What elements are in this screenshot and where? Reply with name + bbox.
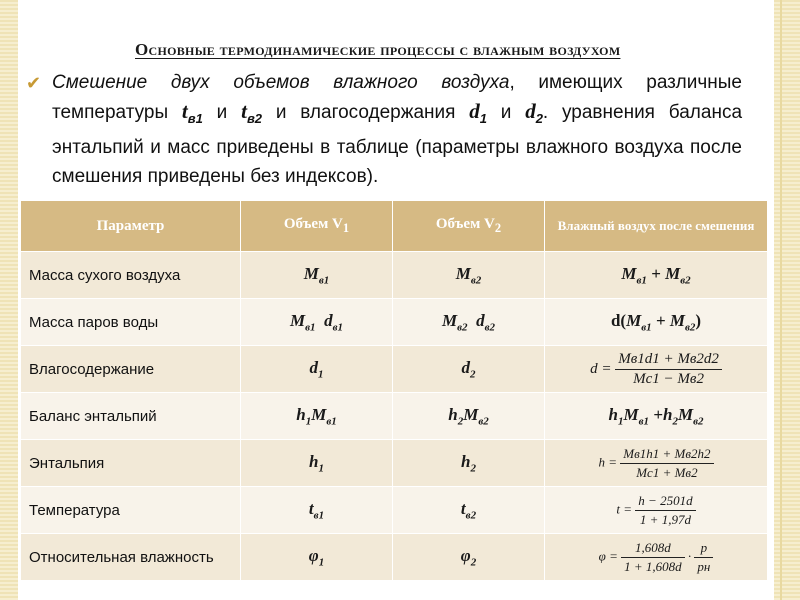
cell-mixed-formula: t = $\frac{h - 2501d}{1 + 1,97d}$ [545,487,768,534]
header-volume-2: Объем $V_2$ [393,201,545,252]
cell-volume-2: $t_{в2}$ [393,487,545,534]
cell-volume-1: $h_1М_{в1}$ [241,393,393,440]
row-label: Влагосодержание [21,346,241,393]
mixing-parameters-table [20,200,768,581]
right-decorative-border [774,0,800,600]
table-header-row [21,201,768,252]
row-label: Энтальпия [21,440,241,487]
slide [18,0,774,600]
table-row [21,346,768,393]
cell-mixed-formula: h = $\frac{Mв1h1 + Mв2h2}{Mс1 + Mв2}$ [545,440,768,487]
cell-volume-1: $d_1$ [241,346,393,393]
row-label: Масса паров воды [21,299,241,346]
cell-volume-1: $t_{в1}$ [241,487,393,534]
cell-mixed-formula: φ = $\frac{1,608d}{1 + 1,608d}$ · $\frac{p}{pн}$ [545,534,768,581]
cell-volume-1: $М_{в1}$ [241,252,393,299]
intro-paragraph: Смешение двух объемов влажного воздуха, имеющих различные температуры $t_{в1}$ и $t_{в2}$ и влагосодержания $d_1$ и $d_2$. уравнения баланса энтальпий и масс приведены в таблице (параметры влажного воздуха после смешения приведены без индексов). [52,72,743,187]
cell-mixed: $h_1М_{в1} +h_2М_{в2}$ [545,393,768,440]
row-label: Масса сухого воздуха [21,252,241,299]
check-mark-icon: ✔ [26,73,42,94]
cell-volume-2: $h_2$ [393,440,545,487]
cell-mixed: $М_{в1} + М_{в2}$ [545,252,768,299]
cell-volume-2: $М_{в2}$ $d_{в2}$ [393,299,545,346]
table-row [21,252,768,299]
table-row [21,440,768,487]
cell-volume-2: $\varphi_2$ [393,534,545,581]
cell-mixed-formula: d = $\frac{Mв1d1 + Mв2d2}{Mс1 - Mв2}$ [545,346,768,393]
table-row [21,299,768,346]
left-decorative-border [0,0,18,600]
table-row [21,393,768,440]
cell-volume-1: $h_1$ [241,440,393,487]
slide-title: Основные термодинамические процессы с влажным воздухом [135,40,621,59]
row-label: Температура [21,487,241,534]
header-mixed-air: Влажный воздух после смешения [545,201,768,252]
cell-volume-1: $М_{в1}$ $d_{в1}$ [241,299,393,346]
row-label: Баланс энтальпий [21,393,241,440]
cell-volume-2: $М_{в2}$ [393,252,545,299]
header-parameter: Параметр [21,201,241,252]
row-label: Относительная влажность [21,534,241,581]
cell-mixed: $d(М_{в1} + М_{в2})$ [545,299,768,346]
cell-volume-2: $h_2М_{в2}$ [393,393,545,440]
cell-volume-2: $d_2$ [393,346,545,393]
table-row [21,534,768,581]
table-row [21,487,768,534]
cell-volume-1: $\varphi_1$ [241,534,393,581]
header-volume-1: Объем $V_1$ [241,201,393,252]
